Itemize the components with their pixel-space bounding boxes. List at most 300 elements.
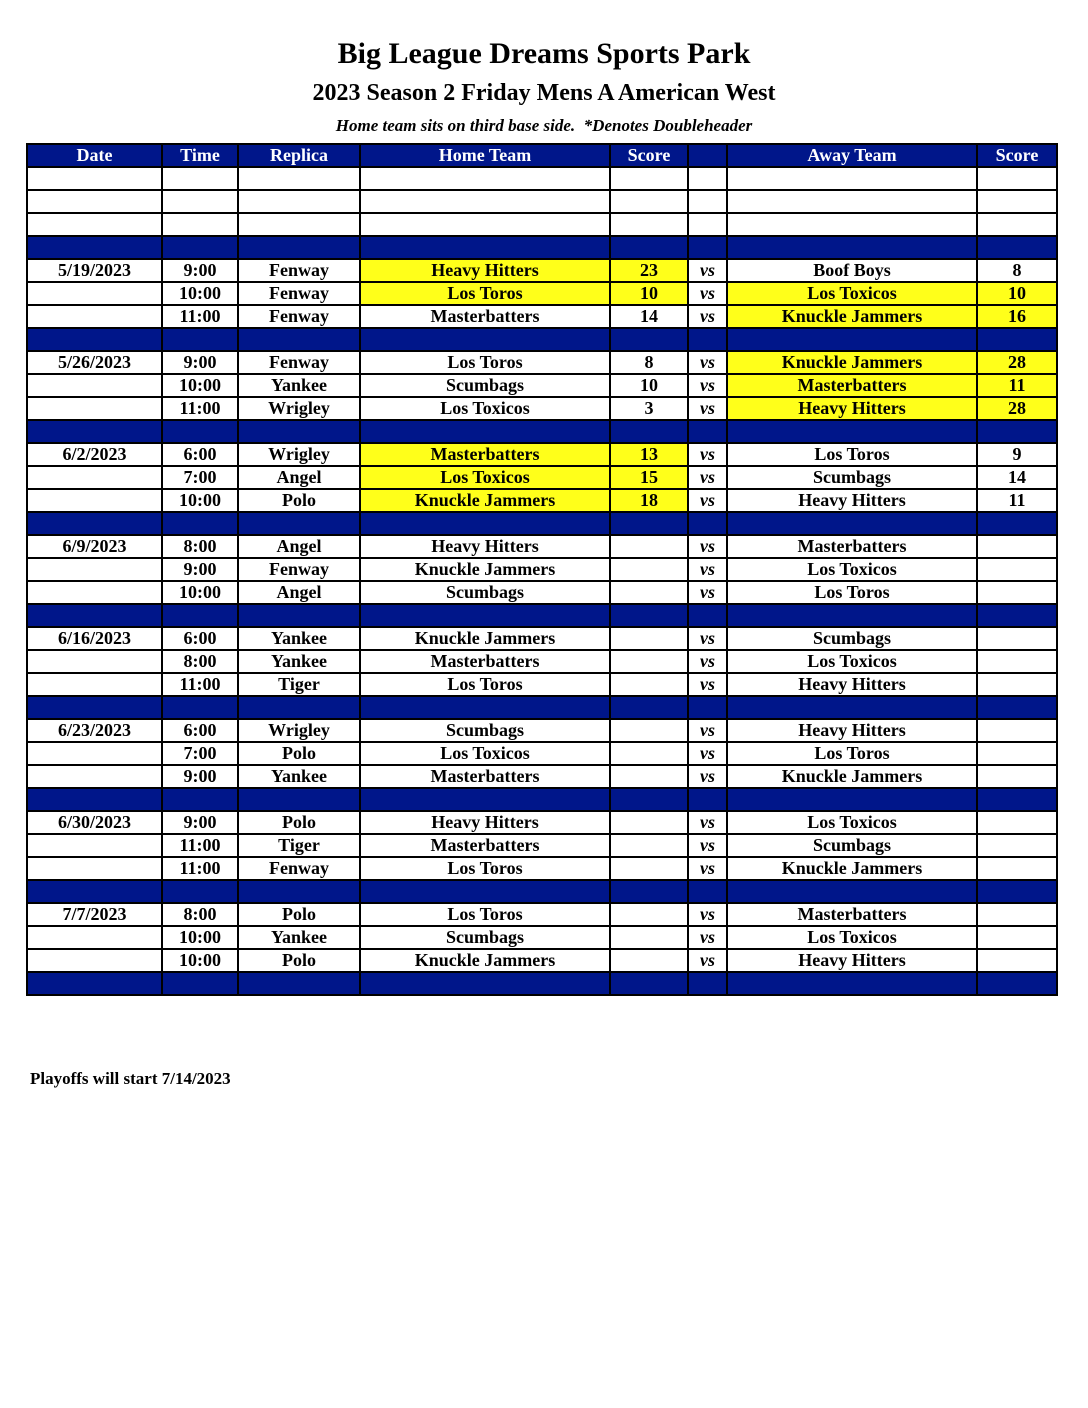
game-replica: Polo: [238, 489, 360, 512]
vs-label: vs: [688, 535, 727, 558]
header-home-score: Score: [610, 144, 688, 167]
game-time: 8:00: [162, 650, 238, 673]
game-replica: Fenway: [238, 351, 360, 374]
table-cell: [162, 696, 238, 719]
away-score: [977, 926, 1057, 949]
table-cell: [27, 512, 162, 535]
table-cell: [977, 328, 1057, 351]
table-row: [27, 742, 1057, 765]
table-row: [27, 374, 1057, 397]
home-team: Los Toros: [360, 673, 610, 696]
table-cell: [360, 236, 610, 259]
home-score: [610, 949, 688, 972]
home-team: Scumbags: [360, 719, 610, 742]
week-separator-row: [27, 328, 1057, 351]
table-cell: [360, 190, 610, 213]
table-cell: [238, 880, 360, 903]
table-cell: [688, 328, 727, 351]
blank-row: [27, 167, 1057, 190]
table-cell: [162, 190, 238, 213]
table-cell: [360, 167, 610, 190]
home-score: 10: [610, 374, 688, 397]
table-cell: [162, 167, 238, 190]
table-row: [27, 834, 1057, 857]
table-cell: [727, 213, 977, 236]
game-date: [27, 834, 162, 857]
table-row: [27, 558, 1057, 581]
table-cell: [977, 213, 1057, 236]
home-score: 13: [610, 443, 688, 466]
header-date: Date: [27, 144, 162, 167]
away-team: Boof Boys: [727, 259, 977, 282]
table-cell: [360, 972, 610, 995]
away-team: Los Toros: [727, 581, 977, 604]
game-time: 11:00: [162, 305, 238, 328]
home-team: Heavy Hitters: [360, 259, 610, 282]
home-score: [610, 581, 688, 604]
game-time: 10:00: [162, 282, 238, 305]
away-team: Los Toros: [727, 443, 977, 466]
home-team: Masterbatters: [360, 834, 610, 857]
game-date: 6/30/2023: [27, 811, 162, 834]
away-score: [977, 535, 1057, 558]
home-team: Heavy Hitters: [360, 535, 610, 558]
game-time: 10:00: [162, 926, 238, 949]
away-team: Los Toxicos: [727, 282, 977, 305]
page-subtitle: 2023 Season 2 Friday Mens A American West: [312, 80, 776, 106]
vs-label: vs: [688, 857, 727, 880]
table-cell: [688, 213, 727, 236]
week-separator-row: [27, 880, 1057, 903]
game-replica: Angel: [238, 466, 360, 489]
away-team: Los Toxicos: [727, 650, 977, 673]
table-cell: [27, 236, 162, 259]
vs-label: vs: [688, 374, 727, 397]
vs-label: vs: [688, 351, 727, 374]
away-score: [977, 742, 1057, 765]
table-cell: [238, 328, 360, 351]
game-time: 6:00: [162, 627, 238, 650]
table-cell: [238, 696, 360, 719]
game-date: [27, 466, 162, 489]
table-row: [27, 443, 1057, 466]
game-date: 7/7/2023: [27, 903, 162, 926]
table-cell: [688, 236, 727, 259]
home-score: [610, 719, 688, 742]
table-row: [27, 926, 1057, 949]
game-time: 10:00: [162, 581, 238, 604]
table-cell: [238, 788, 360, 811]
table-row: [27, 397, 1057, 420]
home-team: Los Toros: [360, 282, 610, 305]
game-replica: Tiger: [238, 834, 360, 857]
table-cell: [238, 236, 360, 259]
game-replica: Fenway: [238, 282, 360, 305]
table-row: [27, 719, 1057, 742]
table-cell: [727, 880, 977, 903]
table-row: [27, 903, 1057, 926]
game-replica: Yankee: [238, 650, 360, 673]
vs-label: vs: [688, 259, 727, 282]
vs-label: vs: [688, 903, 727, 926]
table-cell: [977, 167, 1057, 190]
away-team: Los Toxicos: [727, 558, 977, 581]
table-cell: [360, 420, 610, 443]
vs-label: vs: [688, 627, 727, 650]
away-team: Heavy Hitters: [727, 489, 977, 512]
home-team: Masterbatters: [360, 305, 610, 328]
away-team: Heavy Hitters: [727, 949, 977, 972]
game-time: 9:00: [162, 259, 238, 282]
away-score: 8: [977, 259, 1057, 282]
header-time: Time: [162, 144, 238, 167]
home-score: [610, 903, 688, 926]
week-separator-row: [27, 972, 1057, 995]
table-cell: [977, 236, 1057, 259]
table-cell: [727, 328, 977, 351]
table-cell: [610, 420, 688, 443]
home-team: Knuckle Jammers: [360, 627, 610, 650]
week-separator-row: [27, 696, 1057, 719]
away-score: 14: [977, 466, 1057, 489]
table-cell: [27, 190, 162, 213]
table-cell: [360, 696, 610, 719]
table-cell: [360, 512, 610, 535]
home-team: Heavy Hitters: [360, 811, 610, 834]
home-score: [610, 742, 688, 765]
home-score: 18: [610, 489, 688, 512]
table-cell: [27, 788, 162, 811]
table-row: [27, 627, 1057, 650]
game-time: 9:00: [162, 811, 238, 834]
game-replica: Fenway: [238, 305, 360, 328]
game-time: 6:00: [162, 443, 238, 466]
table-row: [27, 765, 1057, 788]
table-cell: [688, 880, 727, 903]
week-separator-row: [27, 420, 1057, 443]
away-team: Knuckle Jammers: [727, 857, 977, 880]
away-score: 16: [977, 305, 1057, 328]
game-time: 11:00: [162, 673, 238, 696]
game-replica: Wrigley: [238, 719, 360, 742]
home-team: Scumbags: [360, 581, 610, 604]
table-cell: [977, 788, 1057, 811]
game-replica: Fenway: [238, 857, 360, 880]
game-date: 6/9/2023: [27, 535, 162, 558]
table-row: [27, 535, 1057, 558]
table-cell: [162, 512, 238, 535]
home-score: 14: [610, 305, 688, 328]
table-cell: [977, 420, 1057, 443]
game-date: [27, 489, 162, 512]
away-score: [977, 949, 1057, 972]
table-cell: [977, 604, 1057, 627]
game-date: [27, 581, 162, 604]
game-date: 6/16/2023: [27, 627, 162, 650]
vs-label: vs: [688, 811, 727, 834]
game-time: 9:00: [162, 351, 238, 374]
table-cell: [27, 328, 162, 351]
game-replica: Wrigley: [238, 397, 360, 420]
table-cell: [360, 604, 610, 627]
home-score: [610, 926, 688, 949]
blank-row: [27, 213, 1057, 236]
table-cell: [977, 880, 1057, 903]
away-score: 28: [977, 397, 1057, 420]
vs-label: vs: [688, 489, 727, 512]
away-team: Los Toxicos: [727, 926, 977, 949]
away-team: Scumbags: [727, 466, 977, 489]
away-score: 28: [977, 351, 1057, 374]
game-time: 10:00: [162, 949, 238, 972]
game-time: 11:00: [162, 834, 238, 857]
game-replica: Polo: [238, 742, 360, 765]
game-date: [27, 282, 162, 305]
away-score: [977, 834, 1057, 857]
table-row: [27, 857, 1057, 880]
away-team: Heavy Hitters: [727, 719, 977, 742]
home-score: [610, 673, 688, 696]
table-cell: [360, 328, 610, 351]
table-cell: [610, 604, 688, 627]
away-team: Los Toxicos: [727, 811, 977, 834]
header-away-team: Away Team: [727, 144, 977, 167]
game-replica: Yankee: [238, 627, 360, 650]
away-team: Masterbatters: [727, 374, 977, 397]
away-score: [977, 673, 1057, 696]
schedule-body: [27, 167, 1057, 995]
vs-label: vs: [688, 443, 727, 466]
vs-label: vs: [688, 949, 727, 972]
home-score: [610, 834, 688, 857]
playoffs-note: Playoffs will start 7/14/2023: [30, 1069, 231, 1088]
away-team: Masterbatters: [727, 903, 977, 926]
schedule-note: Home team sits on third base side. *Denotes Doubleheader: [335, 116, 753, 135]
table-cell: [610, 972, 688, 995]
game-replica: Polo: [238, 949, 360, 972]
home-team: Knuckle Jammers: [360, 558, 610, 581]
vs-label: vs: [688, 650, 727, 673]
game-time: 7:00: [162, 742, 238, 765]
table-cell: [727, 788, 977, 811]
table-cell: [688, 512, 727, 535]
game-date: [27, 673, 162, 696]
table-cell: [977, 190, 1057, 213]
game-date: 5/19/2023: [27, 259, 162, 282]
table-cell: [238, 167, 360, 190]
game-time: 6:00: [162, 719, 238, 742]
away-team: Heavy Hitters: [727, 673, 977, 696]
away-score: [977, 627, 1057, 650]
game-date: [27, 558, 162, 581]
away-score: [977, 857, 1057, 880]
table-cell: [238, 512, 360, 535]
away-score: [977, 811, 1057, 834]
table-cell: [610, 696, 688, 719]
table-row: [27, 282, 1057, 305]
table-cell: [688, 696, 727, 719]
away-score: [977, 903, 1057, 926]
game-time: 11:00: [162, 397, 238, 420]
table-cell: [238, 972, 360, 995]
away-score: 9: [977, 443, 1057, 466]
table-cell: [27, 213, 162, 236]
table-cell: [162, 420, 238, 443]
table-cell: [727, 420, 977, 443]
away-team: Masterbatters: [727, 535, 977, 558]
header-replica: Replica: [238, 144, 360, 167]
table-cell: [610, 213, 688, 236]
page-title: Big League Dreams Sports Park: [337, 37, 751, 70]
home-score: 15: [610, 466, 688, 489]
table-cell: [162, 604, 238, 627]
away-team: Knuckle Jammers: [727, 765, 977, 788]
table-cell: [977, 696, 1057, 719]
vs-label: vs: [688, 282, 727, 305]
vs-label: vs: [688, 558, 727, 581]
home-team: Los Toxicos: [360, 466, 610, 489]
vs-label: vs: [688, 673, 727, 696]
table-cell: [27, 167, 162, 190]
table-cell: [360, 788, 610, 811]
home-score: 3: [610, 397, 688, 420]
table-cell: [688, 788, 727, 811]
away-score: 11: [977, 489, 1057, 512]
away-team: Los Toros: [727, 742, 977, 765]
table-cell: [688, 190, 727, 213]
home-team: Los Toros: [360, 351, 610, 374]
table-cell: [162, 788, 238, 811]
vs-label: vs: [688, 305, 727, 328]
schedule-table: [26, 143, 1058, 996]
game-date: [27, 305, 162, 328]
table-cell: [360, 880, 610, 903]
table-cell: [27, 420, 162, 443]
game-time: 11:00: [162, 857, 238, 880]
game-replica: Fenway: [238, 259, 360, 282]
game-replica: Wrigley: [238, 443, 360, 466]
home-score: 10: [610, 282, 688, 305]
game-time: 9:00: [162, 558, 238, 581]
table-row: [27, 673, 1057, 696]
away-team: Knuckle Jammers: [727, 305, 977, 328]
game-replica: Polo: [238, 811, 360, 834]
home-team: Scumbags: [360, 374, 610, 397]
home-score: 23: [610, 259, 688, 282]
table-cell: [727, 190, 977, 213]
away-score: [977, 558, 1057, 581]
game-date: [27, 742, 162, 765]
table-row: [27, 581, 1057, 604]
table-row: [27, 811, 1057, 834]
away-team: Heavy Hitters: [727, 397, 977, 420]
table-cell: [688, 420, 727, 443]
table-row: [27, 351, 1057, 374]
table-cell: [162, 328, 238, 351]
game-date: [27, 949, 162, 972]
table-cell: [727, 696, 977, 719]
home-score: [610, 535, 688, 558]
table-row: [27, 466, 1057, 489]
game-replica: Polo: [238, 903, 360, 926]
table-cell: [977, 972, 1057, 995]
table-cell: [27, 604, 162, 627]
table-cell: [727, 512, 977, 535]
home-team: Los Toxicos: [360, 742, 610, 765]
home-team: Masterbatters: [360, 765, 610, 788]
home-team: Masterbatters: [360, 443, 610, 466]
home-team: Los Toxicos: [360, 397, 610, 420]
game-date: 5/26/2023: [27, 351, 162, 374]
home-score: 8: [610, 351, 688, 374]
table-cell: [610, 328, 688, 351]
week-separator-row: [27, 788, 1057, 811]
home-team: Masterbatters: [360, 650, 610, 673]
home-team: Knuckle Jammers: [360, 949, 610, 972]
home-team: Scumbags: [360, 926, 610, 949]
header-home-team: Home Team: [360, 144, 610, 167]
home-team: Knuckle Jammers: [360, 489, 610, 512]
vs-label: vs: [688, 466, 727, 489]
game-replica: Yankee: [238, 765, 360, 788]
home-score: [610, 811, 688, 834]
vs-label: vs: [688, 397, 727, 420]
table-row: [27, 259, 1057, 282]
away-team: Scumbags: [727, 627, 977, 650]
table-cell: [238, 420, 360, 443]
table-cell: [977, 512, 1057, 535]
table-cell: [360, 213, 610, 236]
vs-label: vs: [688, 581, 727, 604]
table-cell: [238, 213, 360, 236]
game-replica: Angel: [238, 581, 360, 604]
table-cell: [688, 604, 727, 627]
table-cell: [162, 972, 238, 995]
away-team: Scumbags: [727, 834, 977, 857]
game-time: 10:00: [162, 489, 238, 512]
table-cell: [238, 190, 360, 213]
game-date: [27, 857, 162, 880]
table-cell: [610, 788, 688, 811]
game-date: 6/23/2023: [27, 719, 162, 742]
table-cell: [162, 236, 238, 259]
vs-label: vs: [688, 765, 727, 788]
game-time: 8:00: [162, 903, 238, 926]
header-vs: [688, 144, 727, 167]
game-replica: Yankee: [238, 926, 360, 949]
table-cell: [27, 972, 162, 995]
table-row: [27, 650, 1057, 673]
table-cell: [610, 880, 688, 903]
game-replica: Tiger: [238, 673, 360, 696]
game-time: 7:00: [162, 466, 238, 489]
game-time: 10:00: [162, 374, 238, 397]
game-time: 8:00: [162, 535, 238, 558]
table-cell: [727, 972, 977, 995]
table-cell: [610, 512, 688, 535]
game-time: 9:00: [162, 765, 238, 788]
table-cell: [27, 880, 162, 903]
game-date: [27, 650, 162, 673]
table-cell: [610, 236, 688, 259]
away-score: 11: [977, 374, 1057, 397]
away-team: Knuckle Jammers: [727, 351, 977, 374]
table-header-row: [27, 144, 1057, 167]
table-row: [27, 305, 1057, 328]
blank-row: [27, 190, 1057, 213]
game-date: [27, 397, 162, 420]
game-date: [27, 926, 162, 949]
